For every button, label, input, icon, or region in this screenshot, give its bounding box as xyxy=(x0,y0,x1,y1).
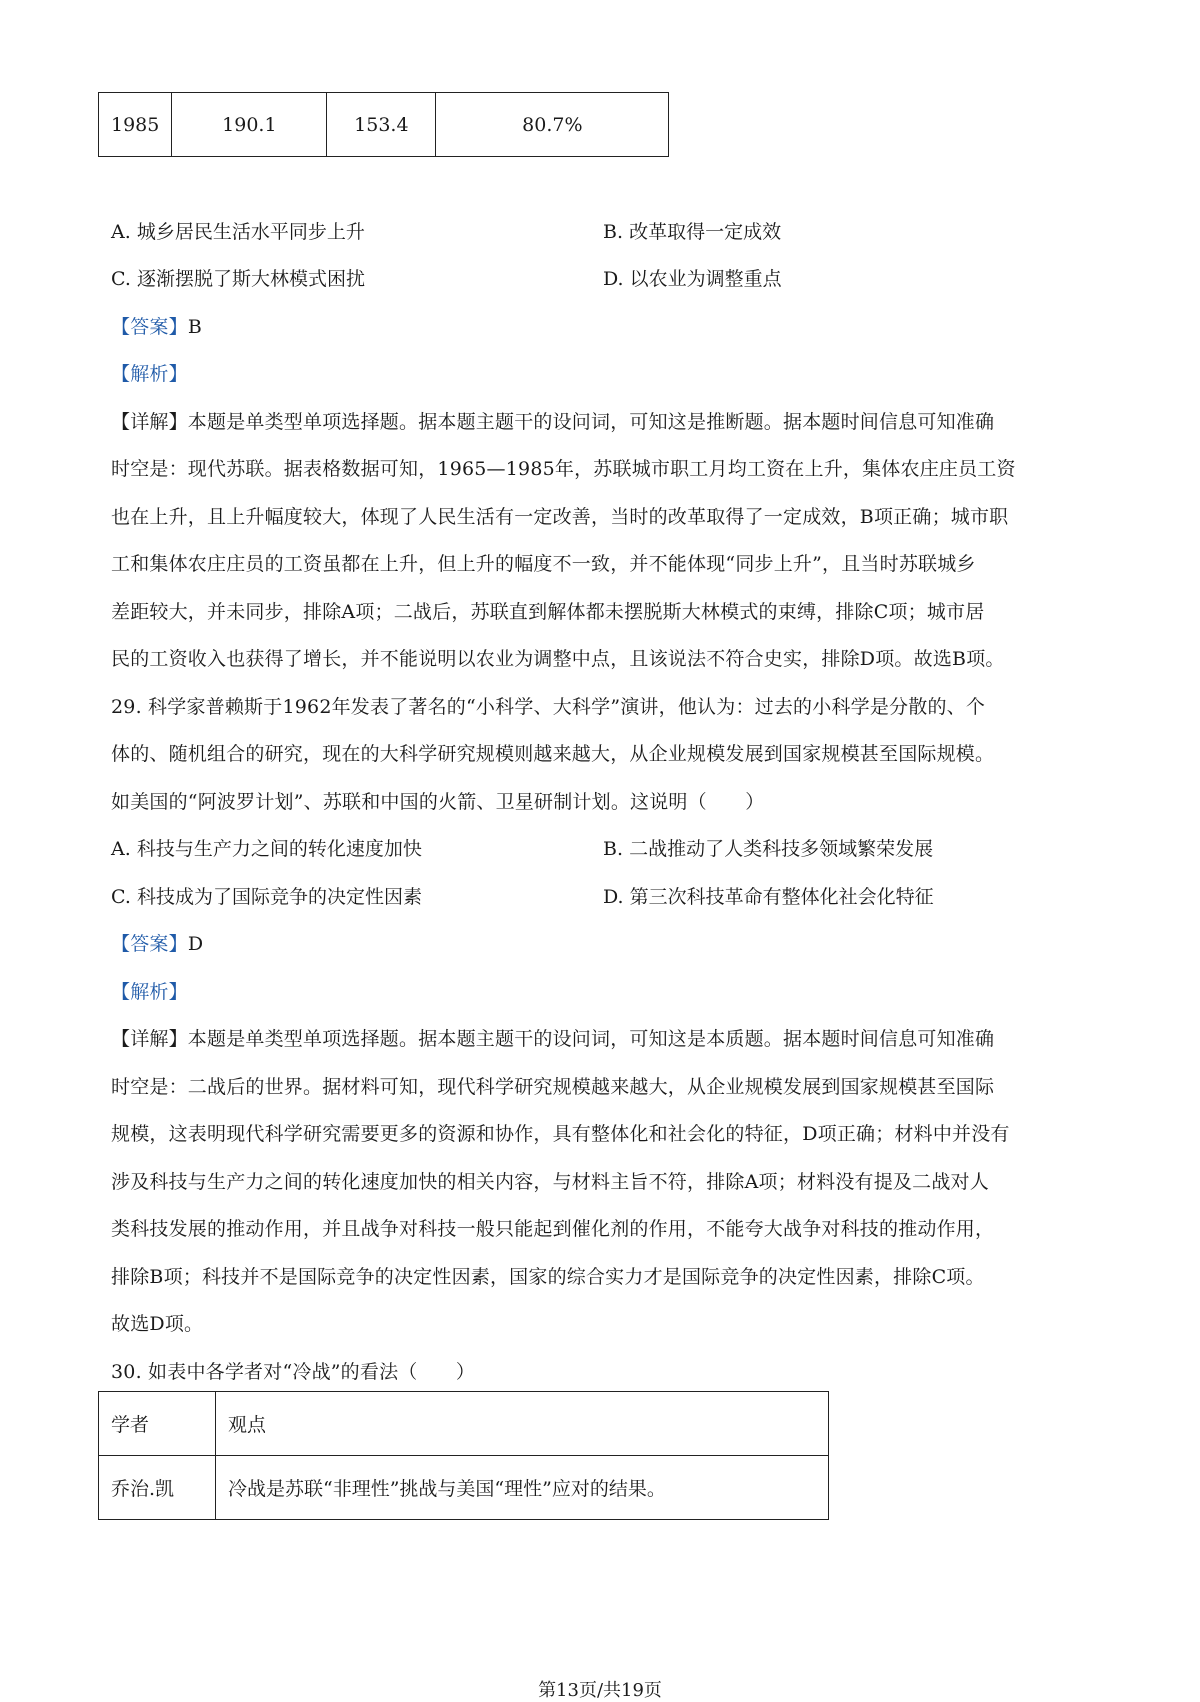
q29-option-d: D. 第三次科技革命有整体化社会化特征 xyxy=(603,886,934,908)
q29-detail-line: 排除B项；科技并不是国际竞争的决定性因素，国家的综合实力才是国际竞争的决定性因素，排除C项。 xyxy=(111,1266,985,1288)
table-cell: 乔治.凯 xyxy=(99,1456,216,1520)
q30-stem: 30. 如表中各学者对“冷战”的看法（ ） xyxy=(111,1361,476,1383)
q28-option-c: C. 逐渐摆脱了斯大林模式困扰 xyxy=(111,268,365,290)
q28-detail-line: 差距较大，并未同步，排除A项；二战后，苏联直到解体都未摆脱斯大林模式的束缚，排除C项；城市居 xyxy=(111,601,985,623)
table-header-cell: 观点 xyxy=(216,1392,829,1456)
q29-option-a: A. 科技与生产力之间的转化速度加快 xyxy=(111,838,422,860)
table-header-cell: 学者 xyxy=(99,1392,216,1456)
q28-option-a: A. 城乡居民生活水平同步上升 xyxy=(111,221,365,243)
table-cell: 80.7% xyxy=(436,93,669,157)
q29-detail-line: 类科技发展的推动作用，并且战争对科技一般只能起到催化剂的作用，不能夸大战争对科技的推动作用， xyxy=(111,1218,995,1240)
q29-stem-line: 如美国的“阿波罗计划”、苏联和中国的火箭、卫星研制计划。这说明（ ） xyxy=(111,791,765,813)
q29-detail-line: 规模，这表明现代科学研究需要更多的资源和协作，具有整体化和社会化的特征，D项正确；材料中并没有 xyxy=(111,1123,1010,1145)
q29-detail-line: 时空是：二战后的世界。据材料可知，现代科学研究规模越来越大，从企业规模发展到国家规模甚至国际 xyxy=(111,1076,995,1098)
q29-analysis-label: 【解析】 xyxy=(111,981,188,1003)
q29-answer: 【答案】D xyxy=(111,933,204,955)
q28-detail-line: 【详解】本题是单类型单项选择题。据本题主题干的设问词，可知这是推断题。据本题时间信息可知准确 xyxy=(111,411,995,433)
table-header-row xyxy=(99,1392,829,1456)
wage-table-fragment xyxy=(98,92,669,157)
table-cell: 冷战是苏联“非理性”挑战与美国“理性”应对的结果。 xyxy=(216,1456,829,1520)
q28-option-b: B. 改革取得一定成效 xyxy=(603,221,782,243)
q29-option-c: C. 科技成为了国际竞争的决定性因素 xyxy=(111,886,422,908)
q28-detail-line: 工和集体农庄庄员的工资虽都在上升，但上升的幅度不一致，并不能体现“同步上升”，且当时苏联城乡 xyxy=(111,553,976,575)
q28-detail-line: 民的工资收入也获得了增长，并不能说明以农业为调整中点，且该说法不符合史实，排除D项。故选B项。 xyxy=(111,648,1005,670)
table-cell: 153.4 xyxy=(327,93,436,157)
q28-detail-line: 也在上升，且上升幅度较大，体现了人民生活有一定改善，当时的改革取得了一定成效，B项正确；城市职 xyxy=(111,506,1009,528)
q28-answer: 【答案】B xyxy=(111,316,202,338)
q28-option-d: D. 以农业为调整重点 xyxy=(603,268,782,290)
table-row xyxy=(99,1456,829,1520)
q28-detail-line: 时空是：现代苏联。据表格数据可知，1965—1985年，苏联城市职工月均工资在上升，集体农庄庄员工资 xyxy=(111,458,1016,480)
q29-detail-line: 涉及科技与生产力之间的转化速度加快的相关内容，与材料主旨不符，排除A项；材料没有提及二战对人 xyxy=(111,1171,989,1193)
table-cell-year: 1985 xyxy=(99,93,172,157)
scholar-views-table xyxy=(98,1391,829,1520)
table-cell: 190.1 xyxy=(172,93,327,157)
q29-detail-line: 故选D项。 xyxy=(111,1313,204,1335)
q28-analysis-label: 【解析】 xyxy=(111,363,188,385)
q29-detail-line: 【详解】本题是单类型单项选择题。据本题主题干的设问词，可知这是本质题。据本题时间信息可知准确 xyxy=(111,1028,995,1050)
q29-option-b: B. 二战推动了人类科技多领域繁荣发展 xyxy=(603,838,934,860)
page-footer: 第13页/共19页 xyxy=(538,1680,662,1701)
q29-stem-line: 29. 科学家普赖斯于1962年发表了著名的“小科学、大科学”演讲，他认为：过去的小科学是分散的、个 xyxy=(111,696,986,718)
table-row xyxy=(99,93,669,157)
q29-stem-line: 体的、随机组合的研究，现在的大科学研究规模则越来越大，从企业规模发展到国家规模甚至国际规模。 xyxy=(111,743,995,765)
